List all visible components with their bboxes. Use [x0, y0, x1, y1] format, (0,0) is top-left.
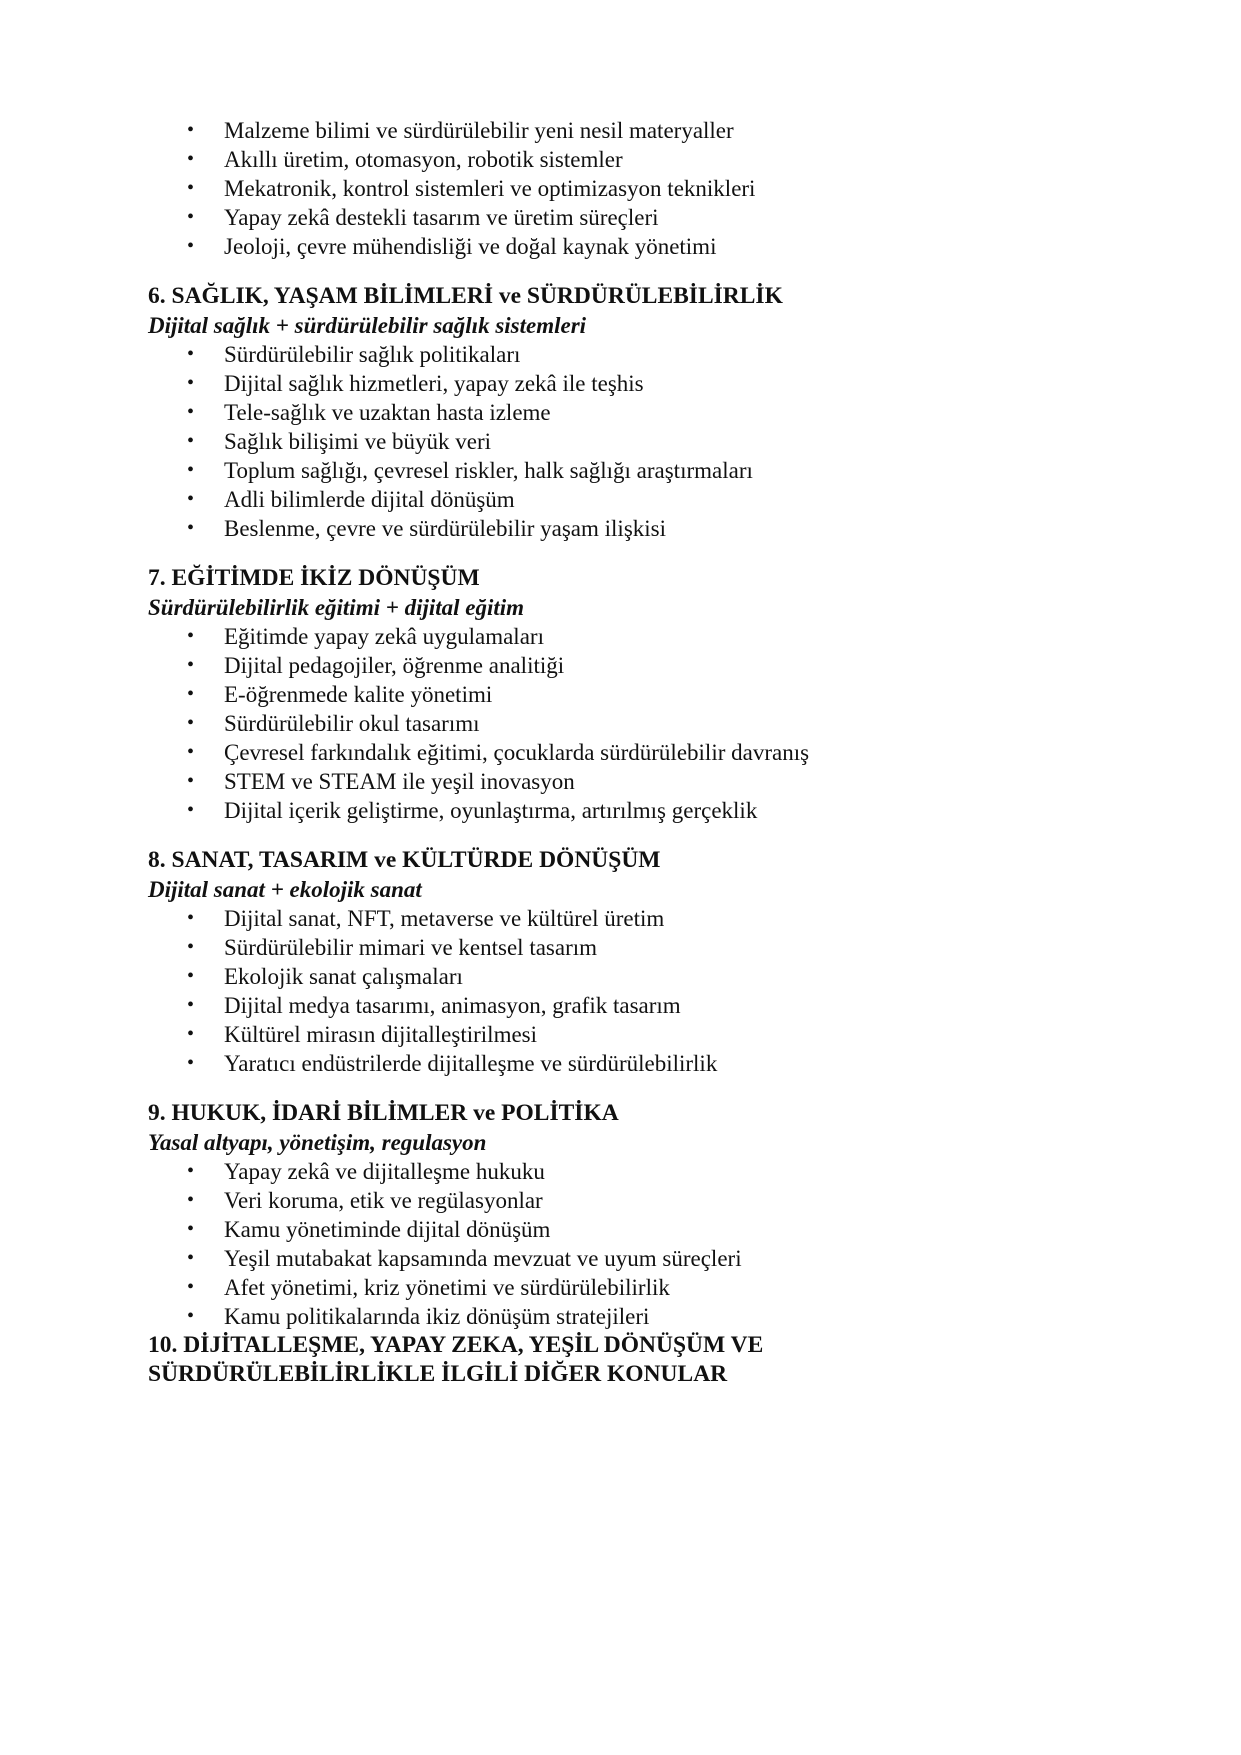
section-heading: 6. SAĞLIK, YAŞAM BİLİMLERİ ve SÜRDÜRÜLEBİLİRLİK	[148, 283, 783, 309]
section-subtitle: Sürdürülebilirlik eğitimi + dijital eğitim	[148, 595, 525, 620]
bullet-icon: •	[187, 907, 195, 929]
bullet-icon: •	[187, 770, 195, 792]
bullet-icon: •	[187, 1305, 195, 1327]
list-item: • Kamu yönetiminde dijital dönüşüm	[187, 1217, 551, 1242]
bullet-icon: •	[187, 148, 195, 170]
list-item: • Akıllı üretim, otomasyon, robotik sistemler	[187, 147, 623, 172]
bullet-icon: •	[187, 343, 195, 365]
section-other-topics	[148, 1331, 1148, 1389]
list-item: • Dijital medya tasarımı, animasyon, grafik tasarım	[187, 993, 681, 1018]
list-item: • Toplum sağlığı, çevresel riskler, halk sağlığı araştırmaları	[187, 458, 753, 483]
list-item: • STEM ve STEAM ile yeşil inovasyon	[187, 769, 575, 794]
list-item: • Adli bilimlerde dijital dönüşüm	[187, 487, 515, 512]
list-item: • Dijital sağlık hizmetleri, yapay zekâ ile teşhis	[187, 371, 644, 396]
document-content	[148, 116, 1148, 1389]
section-subtitle: Dijital sanat + ekolojik sanat	[148, 877, 422, 902]
bullet-icon: •	[187, 119, 195, 141]
list-item: • Yapay zekâ destekli tasarım ve üretim süreçleri	[187, 205, 659, 230]
list-item: • Yapay zekâ ve dijitalleşme hukuku	[187, 1159, 545, 1184]
bullet-icon: •	[187, 1189, 195, 1211]
bullet-icon: •	[187, 517, 195, 539]
section-subtitle: Yasal altyapı, yönetişim, regulasyon	[148, 1130, 487, 1155]
bullet-icon: •	[187, 488, 195, 510]
section-subtitle: Dijital sağlık + sürdürülebilir sağlık sistemleri	[148, 313, 587, 338]
bullet-icon: •	[187, 712, 195, 734]
section-heading: 9. HUKUK, İDARİ BİLİMLER ve POLİTİKA	[148, 1100, 619, 1126]
list-item: • Sürdürülebilir mimari ve kentsel tasarım	[187, 935, 598, 960]
section-list	[148, 904, 1148, 1078]
bullet-icon: •	[187, 683, 195, 705]
bullet-icon: •	[187, 1160, 195, 1182]
intro-list	[148, 116, 1148, 261]
bullet-icon: •	[187, 235, 195, 257]
list-item: • Sürdürülebilir sağlık politikaları	[187, 342, 521, 367]
section-health	[148, 282, 1148, 543]
list-item: • Mekatronik, kontrol sistemleri ve optimizasyon teknikleri	[187, 176, 756, 201]
list-item: • Dijital sanat, NFT, metaverse ve kültürel üretim	[187, 906, 665, 931]
list-item: • Dijital pedagojiler, öğrenme analitiği	[187, 653, 565, 678]
list-item: • Jeoloji, çevre mühendisliği ve doğal kaynak yönetimi	[187, 234, 717, 259]
bullet-icon: •	[187, 1276, 195, 1298]
bullet-icon: •	[187, 1218, 195, 1240]
list-item: • Yaratıcı endüstrilerde dijitalleşme ve sürdürülebilirlik	[187, 1051, 718, 1076]
list-item: • Yeşil mutabakat kapsamında mevzuat ve uyum süreçleri	[187, 1246, 742, 1271]
bullet-icon: •	[187, 401, 195, 423]
list-item: • Beslenme, çevre ve sürdürülebilir yaşam ilişkisi	[187, 516, 666, 541]
list-item: • Çevresel farkındalık eğitimi, çocuklarda sürdürülebilir davranış	[187, 740, 810, 765]
bullet-icon: •	[187, 799, 195, 821]
bullet-icon: •	[187, 1247, 195, 1269]
list-item: • Afet yönetimi, kriz yönetimi ve sürdürülebilirlik	[187, 1275, 670, 1300]
list-item: • Ekolojik sanat çalışmaları	[187, 964, 463, 989]
bullet-icon: •	[187, 965, 195, 987]
bullet-icon: •	[187, 372, 195, 394]
section-heading: 10. DİJİTALLEŞME, YAPAY ZEKA, YEŞİL DÖNÜŞÜM VE	[148, 1332, 764, 1358]
list-item: • Kültürel mirasın dijitalleştirilmesi	[187, 1022, 538, 1047]
section-list	[148, 622, 1148, 825]
bullet-icon: •	[187, 936, 195, 958]
list-item: • Veri koruma, etik ve regülasyonlar	[187, 1188, 543, 1213]
bullet-icon: •	[187, 654, 195, 676]
section-law-policy	[148, 1099, 1148, 1331]
bullet-icon: •	[187, 994, 195, 1016]
bullet-icon: •	[187, 206, 195, 228]
bullet-icon: •	[187, 459, 195, 481]
bullet-icon: •	[187, 430, 195, 452]
section-education	[148, 564, 1148, 825]
list-item: • Dijital içerik geliştirme, oyunlaştırma, artırılmış gerçeklik	[187, 798, 758, 823]
section-list	[148, 1157, 1148, 1331]
list-item: • Malzeme bilimi ve sürdürülebilir yeni nesil materyaller	[187, 118, 734, 143]
bullet-icon: •	[187, 625, 195, 647]
bullet-icon: •	[187, 1023, 195, 1045]
section-heading: 7. EĞİTİMDE İKİZ DÖNÜŞÜM	[148, 565, 480, 591]
list-item: • Kamu politikalarında ikiz dönüşüm stratejileri	[187, 1304, 650, 1329]
list-item: • Sürdürülebilir okul tasarımı	[187, 711, 480, 736]
list-item: • Eğitimde yapay zekâ uygulamaları	[187, 624, 544, 649]
section-heading: 8. SANAT, TASARIM ve KÜLTÜRDE DÖNÜŞÜM	[148, 847, 661, 873]
section-heading-continued: SÜRDÜRÜLEBİLİRLİKLE İLGİLİ DİĞER KONULAR	[148, 1361, 728, 1387]
bullet-icon: •	[187, 177, 195, 199]
bullet-icon: •	[187, 741, 195, 763]
section-art-design	[148, 846, 1148, 1078]
bullet-icon: •	[187, 1052, 195, 1074]
section-list	[148, 340, 1148, 543]
list-item: • Tele-sağlık ve uzaktan hasta izleme	[187, 400, 551, 425]
list-item: • E-öğrenmede kalite yönetimi	[187, 682, 493, 707]
list-item: • Sağlık bilişimi ve büyük veri	[187, 429, 492, 454]
